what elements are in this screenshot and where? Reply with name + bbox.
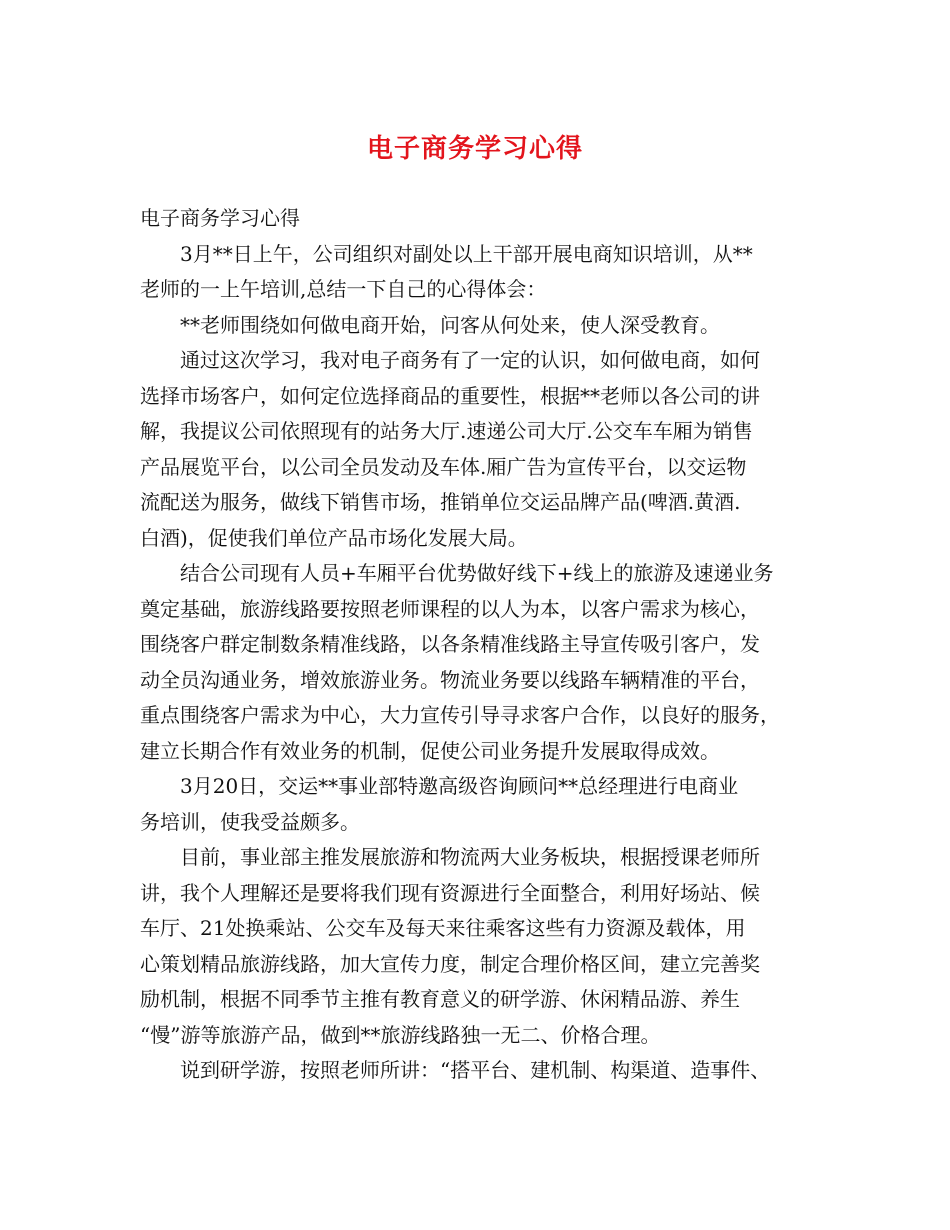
text-line: 励机制，根据不同季节主推有教育意义的研学游、休闲精品游、养生 bbox=[140, 987, 740, 1011]
text-line: 建立长期合作有效业务的机制，促使公司业务提升发展取得成效。 bbox=[140, 738, 720, 763]
text-line: 务培训，使我受益颇多。 bbox=[140, 809, 360, 834]
text-line: 说到研学游，按照老师所讲：“搭平台、建机制、构渠道、造事件、 bbox=[180, 1058, 771, 1082]
text-line: 选择市场客户，如何定位选择商品的重要性，根据**老师以各公司的讲 bbox=[140, 383, 760, 408]
text-line: 动全员沟通业务，增效旅游业务。物流业务要以线路车辆精准的平台， bbox=[140, 667, 760, 692]
text-line: 白酒)，促使我们单位产品市场化发展大局。 bbox=[140, 525, 528, 550]
text-line: 老师的一上午培训,总结一下自己的心得体会： bbox=[140, 277, 547, 301]
text-line: **老师围绕如何做电商开始，问客从何处来，使人深受教育。 bbox=[180, 312, 720, 337]
text-line: 通过这次学习，我对电子商务有了一定的认识，如何做电商，如何 bbox=[180, 348, 760, 372]
text-line: 电子商务学习心得 bbox=[140, 206, 300, 230]
text-line: 围绕客户群定制数条精准线路，以各条精准线路主导宣传吸引客户，发 bbox=[140, 632, 760, 656]
text-line: 3月**日上午，公司组织对副处以上干部开展电商知识培训，从** bbox=[180, 241, 753, 266]
document-title: 电子商务学习心得 bbox=[366, 134, 583, 164]
text-line: 重点围绕客户需求为中心，大力宣传引导寻求客户合作，以良好的服务， bbox=[140, 703, 780, 727]
text-line: “慢”游等旅游产品，做到**旅游线路独一无二、价格合理。 bbox=[140, 1022, 661, 1047]
text-line: 3月20日，交运**事业部特邀高级咨询顾问**总经理进行电商业 bbox=[180, 774, 739, 798]
text-line: 产品展览平台，以公司全员发动及车体.厢广告为宣传平台，以交运物 bbox=[140, 454, 747, 479]
text-line: 目前，事业部主推发展旅游和物流两大业务板块，根据授课老师所 bbox=[180, 845, 760, 869]
text-line: 结合公司现有人员+车厢平台优势做好线下+线上的旅游及速递业务 bbox=[180, 561, 774, 585]
text-line: 奠定基础，旅游线路要按照老师课程的以人为本，以客户需求为核心， bbox=[140, 596, 760, 621]
document-body bbox=[140, 201, 820, 1089]
text-line: 解，我提议公司依照现有的站务大厅.速递公司大厅.公交车车厢为销售 bbox=[140, 419, 753, 443]
text-line: 讲，我个人理解还是要将我们现有资源进行全面整合，利用好场站、候 bbox=[140, 880, 760, 905]
text-line: 流配送为服务，做线下销售市场，推销单位交运品牌产品(啤酒.黄酒. bbox=[140, 490, 741, 514]
text-line: 心策划精品旅游线路，加大宣传力度，制定合理价格区间，建立完善奖 bbox=[140, 951, 760, 976]
text-line: 车厅、21处换乘站、公交车及每天来往乘客这些有力资源及载体，用 bbox=[140, 916, 746, 940]
